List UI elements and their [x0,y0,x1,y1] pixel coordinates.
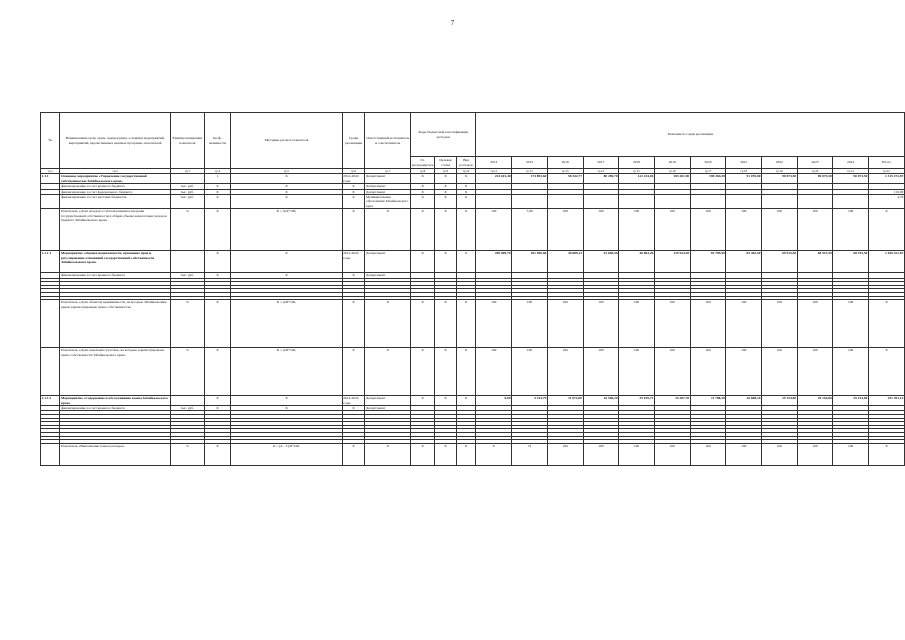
row-value: 100 [833,348,869,396]
row-value: 100 [619,209,655,251]
row-code: X [411,184,435,189]
row-value: X [476,443,512,465]
row-value: 100 [476,348,512,396]
column-number: гр.22 [868,169,904,174]
header-target: Целевая статья [435,157,456,169]
row-value: 81 785,90 [690,251,726,273]
row-code: X [456,348,476,396]
row-coef: X [204,406,231,411]
row-value: 100 [726,300,762,348]
row-value: 100 [654,209,690,251]
row-value: 5 414,79 [512,396,548,406]
row-method: X [231,174,342,184]
row-value: 25 019,71 [619,396,655,406]
row-code: X [435,189,456,194]
row-executor: Департамент [365,273,411,278]
column-number: гр.2 [60,169,170,174]
row-value: 61 696,56 [583,251,619,273]
row-method: К = А/Б*100, [231,348,342,396]
row-value: 100 [619,348,655,396]
row-unit: % [170,443,204,465]
row-coef: X [204,396,231,406]
row-code: X [411,209,435,251]
header-total: Итого [868,157,904,169]
row-method: X [231,195,342,209]
row-value: 100 [797,443,833,465]
row-term: X [342,184,365,189]
column-number: гр.8 [411,169,435,174]
row-value: 83 402,50 [726,251,762,273]
row-unit: тыс. руб. [170,195,204,209]
column-number: гр.17 [690,169,726,174]
row-number: 1.1.1.1 [41,251,60,273]
row-unit: тыс. руб. [170,189,204,194]
row-coef: X [204,189,231,194]
row-method: К = (А - С)/Б*100, [231,443,342,465]
row-code: X [435,174,456,184]
row-value: 33 287,70 [654,396,690,406]
column-number: гр.11 [476,169,512,174]
table-row [41,209,905,251]
row-value: 100 [797,348,833,396]
row-total: 1 315 272,87 [868,174,904,184]
row-executor: X [365,209,411,251]
row-value: 100 [690,300,726,348]
table-row [41,348,905,396]
row-value: 100 [726,443,762,465]
column-number: гр.13 [547,169,583,174]
row-code: X [411,348,435,396]
row-code: X [456,174,476,184]
header-term: Сроки реализации [342,113,365,169]
row-code: X [456,195,476,209]
row-executor: X [365,443,411,465]
row-coef: X [204,443,231,465]
row-total: 1 049 421,87 [868,251,904,273]
row-value: 100 [619,443,655,465]
table-row [41,443,905,465]
column-number: гр.18 [726,169,762,174]
row-term: 2014-2024 годы [342,174,365,184]
row-value: 100 [547,209,583,251]
row-method: X [231,406,342,411]
row-value: 20 608,10 [726,396,762,406]
table-row [41,174,905,184]
column-number: гр.5 [231,169,342,174]
row-term: X [342,195,365,209]
row-value: 100 [583,443,619,465]
row-value: 80 290,70 [583,174,619,184]
column-number: гр.15 [619,169,655,174]
row-name: Показатель «Доля доходов от использования и продажи государственной собственности в общем объеме неналоговых доходов бюджета Забайкальского края» [60,209,170,251]
row-name: Показатель «Доля земельных участков, на которые зарегистрировано право собственности Забайкальского края» [60,348,170,396]
row-name: Основное мероприятие «Управление государственной собственностью Забайкальского края» [60,174,170,184]
row-value: 100 [547,300,583,348]
header-grbs: Гл. распорядитель [411,158,434,167]
row-value: 224 615,40 [476,174,512,184]
row-total: 4,76 [868,195,904,209]
row-value: 90 073,50 [833,174,869,184]
row-code: X [435,300,456,348]
column-number: гр.14 [583,169,619,174]
row-value: 181 096,86 [512,251,548,273]
row-value: 11 788,30 [690,396,726,406]
row-value: 69 915,50 [762,251,798,273]
row-name: финансирование за счет краевого бюджета [60,273,170,278]
table-row [41,195,905,209]
row-value: 100 [547,443,583,465]
row-value: 46 863,20 [619,251,655,273]
row-code: X [456,300,476,348]
row-coef: X [204,184,231,189]
row-method: X [231,396,342,406]
row-executor: Департамент [365,174,411,184]
row-value: 11 072,00 [547,396,583,406]
header-year: 2014 [476,157,512,169]
row-coef: X [204,251,231,273]
row-term: X [342,406,365,411]
row-value: 90 073,50 [762,174,798,184]
row-code: X [456,189,476,194]
row-term: X [342,273,365,278]
row-value: 122 234,04 [619,174,655,184]
row-executor: X [365,348,411,396]
row-code: X [411,189,435,194]
row-value: 100 [476,209,512,251]
row-value: 100 [547,348,583,396]
row-coef: X [204,300,231,348]
row-value: 100 [726,348,762,396]
header-method: Методика расчета показателя [231,113,342,169]
row-total: X [868,209,904,251]
row-value: 209 809,70 [476,251,512,273]
row-method: К = А/Б*100, [231,300,342,348]
row-total: X [868,443,904,465]
row-value: 29 154,00 [833,396,869,406]
header-unit: Единица измерения показателя [170,113,204,169]
column-number: гр.7 [365,169,411,174]
row-value: 100 [690,348,726,396]
header-year: 2018 [619,157,655,169]
row-value: 29 154,00 [797,396,833,406]
row-value: 100 [476,300,512,348]
row-value: 100 [512,300,548,348]
row-code: X [456,209,476,251]
table-row [41,300,905,348]
row-value: 58 542,77 [547,174,583,184]
row-method: X [231,251,342,273]
column-number: гр.3 [170,169,204,174]
header-year: 2015 [512,157,548,169]
row-name: финансирование за счет местных бюджетов [60,195,170,209]
row-term: 2014-2024 годы [342,251,365,273]
row-total: X [868,300,904,348]
row-value: 30 889,13 [547,251,583,273]
row-name: финансирование за счет федерального бюджета [60,189,170,194]
row-method: X [231,189,342,194]
row-code: X [435,396,456,406]
row-value: 100 [619,300,655,348]
row-code: X [435,251,456,273]
page-number: 7 [450,19,455,27]
header-year: 2019 [654,157,690,169]
row-value: 100 [762,348,798,396]
header-budget-code: Коды бюджетной классификации расходов [411,113,476,157]
row-value: 7,99 [512,209,548,251]
column-number: гр.9 [435,169,456,174]
row-total: 251 491,14 [868,396,904,406]
row-code: X [435,209,456,251]
row-executor: Департамент [365,251,411,273]
row-value: 100 [690,443,726,465]
row-value: 100 [583,209,619,251]
row-code: X [411,195,435,209]
row-value: 91 070,00 [726,174,762,184]
row-value: 100 [512,348,548,396]
row-total: 119,90 [868,189,904,194]
row-code: X [456,443,476,465]
row-value: 100 [690,209,726,251]
row-value: 100 [762,300,798,348]
header-vr: Вид расходов [456,157,476,169]
row-code: X [456,396,476,406]
column-number: гр.12 [512,169,548,174]
row-executor: Департамент [365,189,411,194]
header-values: Значения по годам реализации [476,113,905,157]
row-code: X [411,300,435,348]
row-executor: Департамент [365,406,411,411]
row-value: 29 154,00 [762,396,798,406]
row-total: X [868,348,904,396]
header-year: 2016 [547,157,583,169]
row-value: 100 [833,300,869,348]
row-number: 1.1.1.2 [41,396,60,406]
row-term: 2014-2024 годы [342,396,365,406]
row-method: X [231,273,342,278]
row-value: 100 [583,300,619,348]
row-code: X [411,251,435,273]
program-table [40,112,905,466]
row-value: 68 915,50 [833,251,869,273]
row-value: 90 073,50 [797,174,833,184]
column-number: гр.6 [342,169,365,174]
row-value: 74 [512,443,548,465]
header-year: 2017 [583,157,619,169]
row-value: 0,00 [476,396,512,406]
row-unit: % [170,348,204,396]
header-coef: Коэф. значимости [204,113,231,169]
column-number: гр.4 [204,169,231,174]
row-coef: X [204,348,231,396]
row-value: 100 [833,209,869,251]
row-unit: тыс. руб. [170,273,204,278]
row-value: 100 [797,209,833,251]
header-executor: Ответственный исполнитель и соисполнитель [365,113,411,169]
row-code: X [411,174,435,184]
row-value: 68 915,50 [797,251,833,273]
row-value: 190 284,30 [690,174,726,184]
row-value: 100 [726,209,762,251]
column-number: гр.19 [762,169,798,174]
row-code: X [456,184,476,189]
column-number: гр.10 [456,169,476,174]
column-number: гр.21 [833,169,869,174]
row-name: Показатель «Доля объектов недвижимости, на которые Забайкальским краем зарегистрировано право собственности» [60,300,170,348]
column-number: гр.1 [41,169,60,174]
row-value: 174 893,60 [512,174,548,184]
row-method: К = Д/Д*100, [231,209,342,251]
row-value: 103 201,90 [654,174,690,184]
row-executor: Муниципальные образования Забайкальского края [365,195,411,209]
row-value: 100 [654,300,690,348]
row-value: 100 [654,443,690,465]
row-code: X [435,443,456,465]
row-number: 1.1.1 [41,174,60,184]
row-executor: Департамент [365,184,411,189]
row-name: финансирование за счет краевого бюджета [60,184,170,189]
row-value: 100 [762,443,798,465]
row-unit: тыс. руб. [170,406,204,411]
row-term: X [342,300,365,348]
row-code: X [435,195,456,209]
row-name: Показатель «Выполнение плана расходов» [60,443,170,465]
row-value: 100 [833,443,869,465]
row-executor: Департамент [365,396,411,406]
row-term: X [342,209,365,251]
row-term: X [342,348,365,396]
header-year: 2023 [797,157,833,169]
row-code: X [411,396,435,406]
header-name: Наименование цели, задач, подпрограмм, основных мероприятий, мероприятий, ведомственных целевых программ, показателей [60,113,170,169]
row-term: X [342,443,365,465]
header-year: 2021 [726,157,762,169]
row-method: X [231,184,342,189]
row-code: X [435,348,456,396]
table-row [41,396,905,406]
row-executor: X [365,300,411,348]
row-value: 100 [762,209,798,251]
row-name: финансирование за счет краевого бюджета [60,406,170,411]
row-value: 129 924,20 [654,251,690,273]
row-name: Мероприятие «Оценка недвижимости, признание прав и регулирование отношений государственной собственности Забайкальского края» [60,251,170,273]
header-no: № [41,113,60,169]
row-value: 16 596,20 [583,396,619,406]
row-value: 100 [797,300,833,348]
row-code: X [435,184,456,189]
row-coef: X [204,209,231,251]
header-year: 2022 [762,157,798,169]
row-coef: X [204,273,231,278]
column-number: гр.16 [654,169,690,174]
row-unit: тыс. руб. [170,184,204,189]
row-term: X [342,189,365,194]
table-row [41,251,905,273]
row-value: 100 [583,348,619,396]
column-number: гр.20 [797,169,833,174]
row-name: Мероприятие «Содержание и обслуживание казны Забайкальского края» [60,396,170,406]
header-year: 2020 [690,157,726,169]
row-unit: % [170,300,204,348]
row-value: 100 [654,348,690,396]
row-code: X [411,443,435,465]
row-coef: 1 [204,174,231,184]
row-coef: X [204,195,231,209]
header-year: 2024 [833,157,869,169]
row-unit: % [170,209,204,251]
row-code: X [456,251,476,273]
